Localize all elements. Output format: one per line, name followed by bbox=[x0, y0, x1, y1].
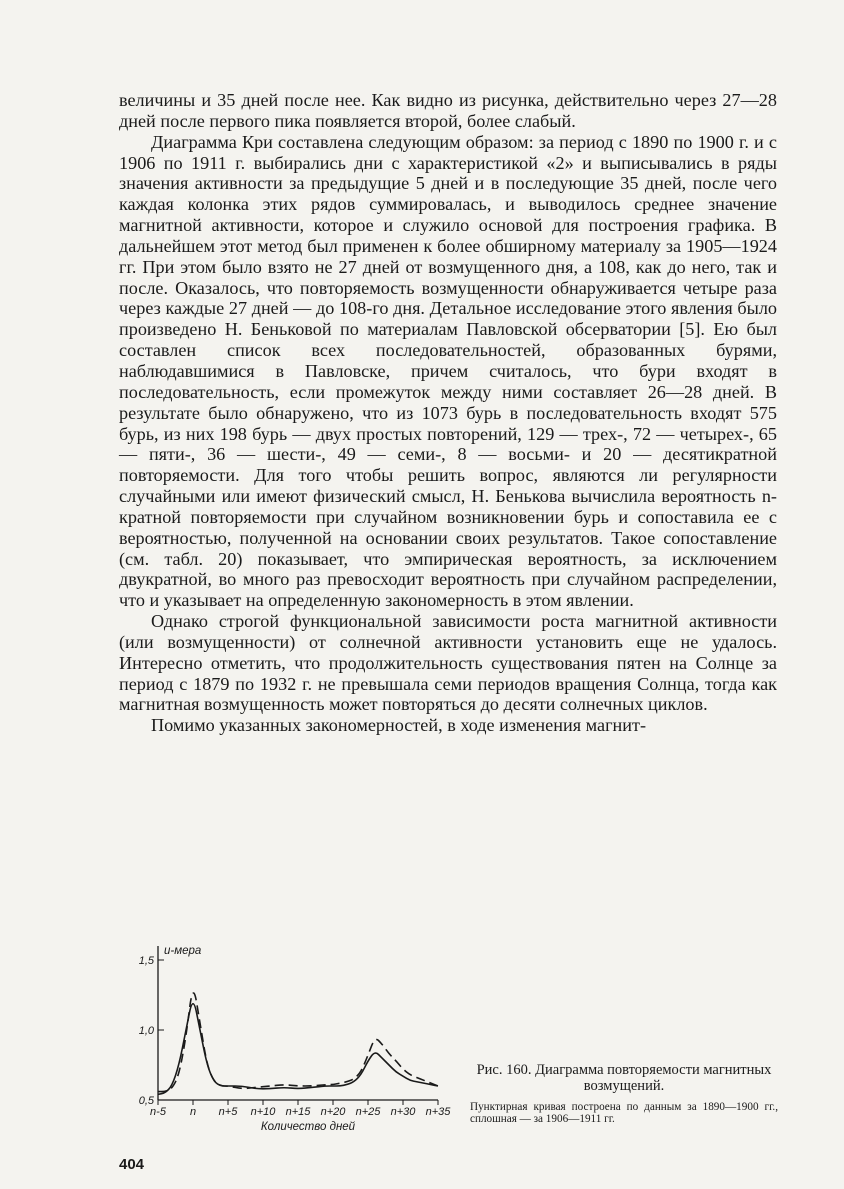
y-tick-label: 1,0 bbox=[138, 1025, 154, 1037]
page-number: 404 bbox=[119, 1156, 145, 1173]
x-tick-label: n+35 bbox=[425, 1106, 451, 1118]
x-tick-label: n bbox=[189, 1106, 197, 1118]
solid-series-line bbox=[158, 1004, 438, 1095]
y-tick-label: 1,5 bbox=[138, 955, 154, 967]
recurrence-chart bbox=[120, 940, 460, 1140]
figure-160 bbox=[120, 940, 460, 1140]
caption-note: Пунктирная кривая построена по данным за 1890—1900 гг., сплошная — за 1906—1911 гг. bbox=[470, 1101, 778, 1125]
x-tick-label: n+25 bbox=[355, 1106, 381, 1118]
body-text bbox=[119, 90, 777, 736]
y-axis-title: u-мера bbox=[164, 945, 202, 957]
paragraph-2: Диаграмма Кри составлена следующим образом: за период с 1890 по 1900 г. и с 1906 по 1911 г. выбирались дни с характеристикой «2» и выписывались в ряды значения активности за предыдущие 5 дней и в последующие 35 дней, после чего каждая колонка этих рядов суммировалась, и выводилось среднее значение магнитной активности, которое и служило основой для построения графика. В дальнейшем этот метод был применен к более обширному материалу за 1905—1924 гг. При этом было взято не 27 дней от возмущенного дня, а 108, как до него, так и после. Оказалось, что повторяемость возмущенности обнаруживается четыре раза через каждые 27 дней — до 108-го дня. Детальное исследование этого явления было произведено Н. Беньковой по материалам Павловской обсерватории [5]. Ею был составлен список всех последовательностей, образованных бурями, наблюдавшимися в Павловске, причем считалось, что бури входят в последовательность, если промежуток между ними составляет 26—28 дней. В результате было обнаружено, что из 1073 бурь в последовательность входят 575 бурь, из них 198 бурь — двух простых повторений, 129 — трех-, 72 — четырех-, 65 — пяти-, 36 — шести-, 49 — семи-, 8 — восьми- и 20 — десятикратной повторяемости. Для того чтобы решить вопрос, являются ли регулярности случайными или имеют физический смысл, Н. Бенькова вычислила вероятность n-кратной повторяемости при случайном возникновении бурь и сопоставила ее с вероятностью, полученной на основании своих результатов. Такое сопоставление (см. табл. 20) показывает, что эмпирическая вероятность, за исключением двукратной, во много раз превосходит вероятность при случайном распределении, что и указывает на определенную закономерность в этом явлении. bbox=[119, 131, 777, 611]
y-tick-label: 0,5 bbox=[138, 1095, 154, 1107]
x-tick-label: n+30 bbox=[390, 1106, 416, 1118]
caption-title: Рис. 160. Диаграмма повторяемости магнитных возмущений. bbox=[476, 1062, 772, 1094]
dashed-series-line bbox=[158, 993, 438, 1092]
paragraph-4: Помимо указанных закономерностей, в ходе изменения магнит- bbox=[151, 715, 646, 736]
x-axis-title: Количество дней bbox=[260, 1121, 356, 1133]
paragraph-1: величины и 35 дней после нее. Как видно из рисунка, действительно через 27—28 дней после первого пика появляется второй, более слабый. bbox=[119, 90, 777, 131]
x-tick-label: n+20 bbox=[320, 1106, 346, 1118]
figure-caption bbox=[470, 1062, 778, 1125]
paragraph-3: Однако строгой функциональной зависимости роста магнитной активности (или возмущенности) от солнечной активности установить еще не удалось. Интересно отметить, что продолжительность существования пятен на Солнце за период с 1879 по 1932 г. не превышала семи периодов вращения Солнца, тогда как магнитная возмущенность может повторяться до десяти солнечных циклов. bbox=[119, 611, 777, 715]
x-tick-label: n+10 bbox=[250, 1106, 276, 1118]
x-tick-label: n+15 bbox=[285, 1106, 311, 1118]
x-tick-label: n+5 bbox=[218, 1106, 238, 1118]
x-tick-label: n-5 bbox=[150, 1106, 166, 1118]
